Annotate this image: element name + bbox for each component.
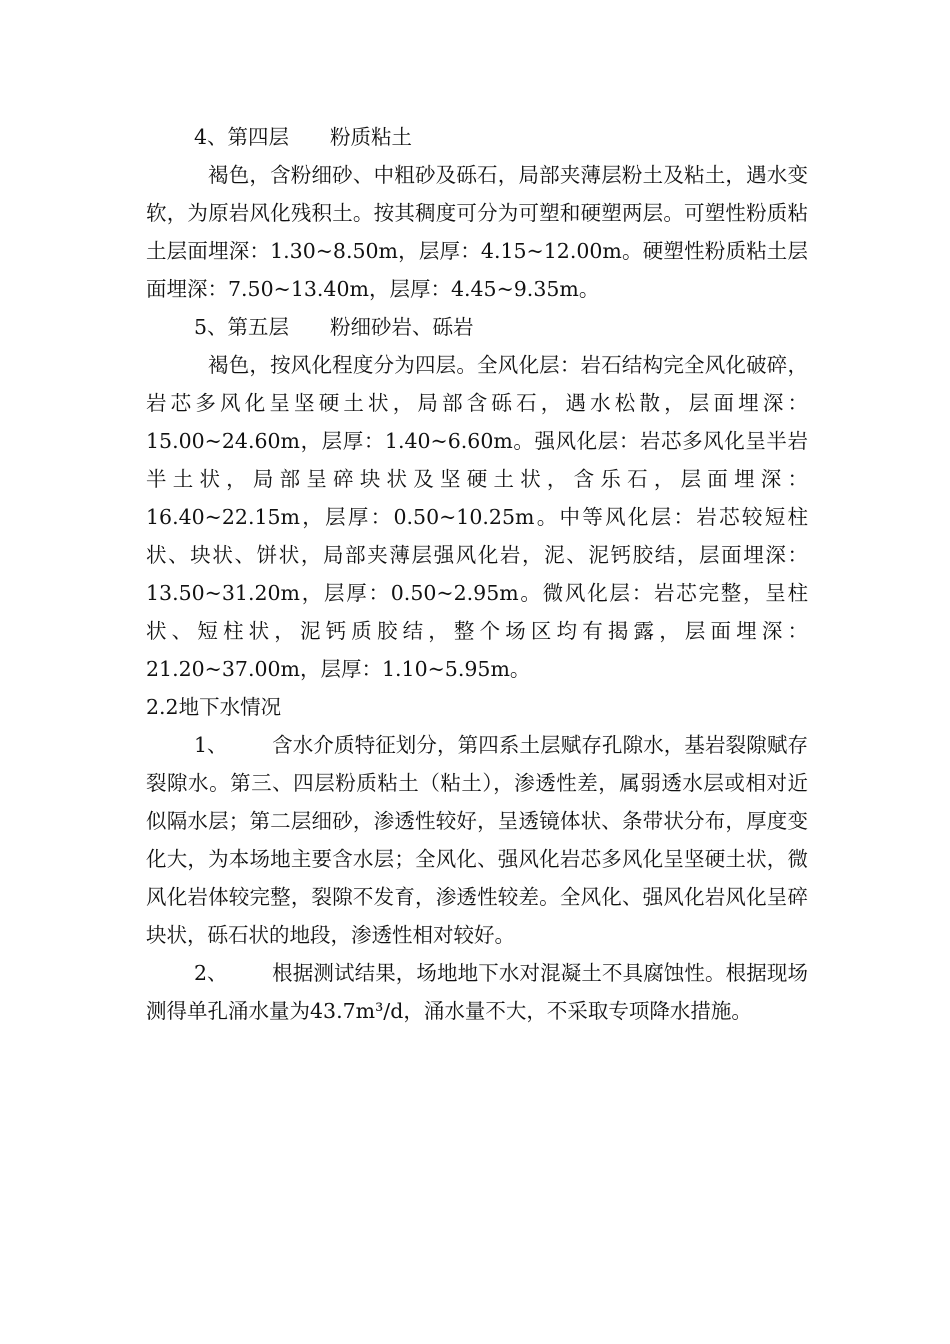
groundwater-item-2 bbox=[146, 954, 808, 1030]
groundwater-item-1 bbox=[146, 726, 808, 954]
groundwater-section-title: 2.2地下水情况 bbox=[146, 695, 282, 719]
layer5-body: 褐色，按风化程度分为四层。全风化层：岩石结构完全风化破碎，岩芯多风化呈坚硬土状，局部含砾石，遇水松散，层面埋深：15.00~24.60m，层厚：1.40~6.60m。强风化层：岩芯多风化呈半岩半土状，局部呈碎块状及坚硬土状，含乐石，层面埋深：16.40~22.15m，层厚：0.50~10.25m。中等风化层：岩芯较短柱状、块状、饼状，局部夹薄层强风化岩，泥、泥钙胶结，层面埋深：13.50~31.20m，层厚：0.50~2.95m。微风化层：岩芯完整，呈柱状、短柱状，泥钙质胶结，整个场区均有揭露，层面埋深：21.20~37.00m，层厚：1.10~5.95m。 bbox=[146, 353, 808, 681]
groundwater-item-1-text: 含水介质特征划分，第四系土层赋存孔隙水，基岩裂隙赋存裂隙水。第三、四层粉质粘土（粘土），渗透性差，属弱透水层或相对近似隔水层；第二层细砂，渗透性较好，呈透镜体状、条带状分布，厚度变化大，为本场地主要含水层；全风化、强风化岩芯多风化呈坚硬土状，微风化岩体较完整，裂隙不发育，渗透性较差。全风化、强风化岩风化呈碎块状，砾石状的地段，渗透性相对较好。 bbox=[146, 733, 808, 947]
groundwater-item-1-number: 1、 bbox=[194, 733, 228, 757]
document-page bbox=[146, 118, 808, 1030]
layer5-heading: 5、第五层 粉细砂岩、砾岩 bbox=[194, 315, 474, 339]
layer4-body: 褐色，含粉细砂、中粗砂及砾石，局部夹薄层粉土及粘土，遇水变软，为原岩风化残积土。按其稠度可分为可塑和硬塑两层。可塑性粉质粘土层面埋深：1.30~8.50m，层厚：4.15~12.00m。硬塑性粉质粘土层面埋深：7.50~13.40m，层厚：4.45~9.35m。 bbox=[146, 163, 808, 301]
groundwater-item-2-text: 根据测试结果，场地地下水对混凝土不具腐蚀性。根据现场测得单孔涌水量为43.7m³/d，涌水量不大，不采取专项降水措施。 bbox=[146, 961, 808, 1023]
layer4-heading: 4、第四层 粉质粘土 bbox=[194, 125, 413, 149]
groundwater-item-2-number: 2、 bbox=[194, 961, 228, 985]
